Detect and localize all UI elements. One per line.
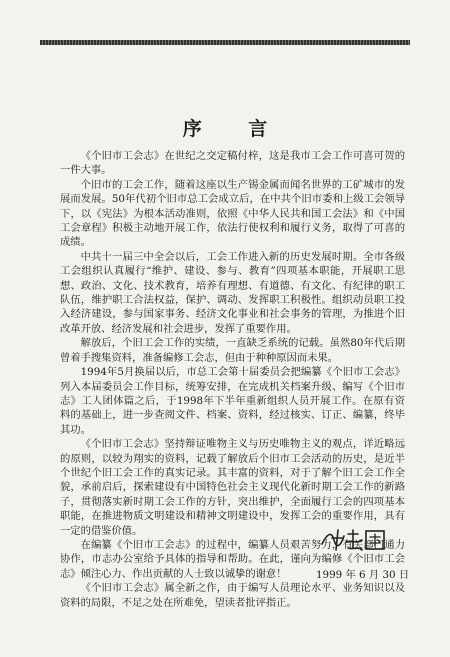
handwritten-signature — [318, 526, 390, 558]
paragraph: 解放后，个旧工会工作的实绩，一直缺乏系统的记载。虽然80年代后期曾着手搜集资料，准备编修工会志，但由于种种原因而未果。 — [60, 337, 405, 364]
paragraph: 《个旧市工会志》属全新之作，由于编写人员理论水平、业务知识以及资料的局限，不足之处在所难免，望读者批评指正。 — [60, 582, 405, 609]
top-rule — [40, 40, 410, 45]
paragraph: 个旧市的工会工作，随着这座以生产锡金属而闻名世界的工矿城市的发展而发展。50年代初个旧市总工会成立后，在中共个旧市委和上级工会领导下，以《宪法》为根本活动准则，依照《中华人民共和国工会法》和《中国工会章程》积极主动地开展工作，依法行使权利和履行义务，取得了可喜的成绩。 — [60, 178, 405, 249]
page-title: 序 言 — [182, 118, 288, 140]
paragraph: 在编纂《个旧市工会志》的过程中，编纂人员艰苦努力，有关部门通力协作，市志办公室给予具体的指导和帮助。在此，谨向为编修《个旧市工会志》倾注心力、作出贡献的人士致以诚挚的谢意！ — [60, 538, 405, 580]
paragraph: 《个旧市工会志》在世纪之交定稿付梓，这是我市工会工作可喜可贺的一件大事。 — [60, 150, 405, 177]
paragraph: 1994年5月换届以后，市总工会第十届委员会把编纂《个旧市工会志》列入本届委员会工作目标，统筹安排，在完成机关档案升级、编写《个旧市志》工人团体篇之后，于1998年下半年重新组织人员开展工作。在原有资料的基础上，进一步查阅文件、档案、资料，经过核实、订正、编纂，终毕其功。 — [60, 366, 405, 436]
paragraph: 《个旧市工会志》坚持辩证唯物主义与历史唯物主义的观点，详近略远的原则，以较为翔实的资料，记载了解放后个旧市工会活动的历史，是近半个世纪个旧工会工作的真实记录。其丰富的资料，对于了解个旧工会工作全貌，承前启后，探索建设有中国特色社会主义现代化新时期工会工作的新路子，贯彻落实新时期工会工作的方针，突出维护，全面履行工会的四项基本职能，在推进物质文明建设和精神文明建设中，发挥工会的重要作用，具有一定的借鉴价值。 — [60, 438, 405, 537]
date: 1999 年 6 月 30 日 — [316, 569, 410, 581]
signature-graphic — [318, 526, 390, 554]
paragraph: 中共十一届三中全会以后，工会工作进入新的历史发展时期。全市各级工会组织认真履行“维护、建设、参与、教育”四项基本职能，开展职工思想、政治、文化、技术教育，培养有理想、有道德、有文化、有纪律的职工队伍，维护职工合法权益，保护、调动、发挥职工积极性。组织动员职工投入经济建设，参与国家事务、经济文化事业和社会事务的管理，为推进个旧改革开放、经济发展和社会进步，发挥了重要作用。 — [60, 250, 405, 335]
